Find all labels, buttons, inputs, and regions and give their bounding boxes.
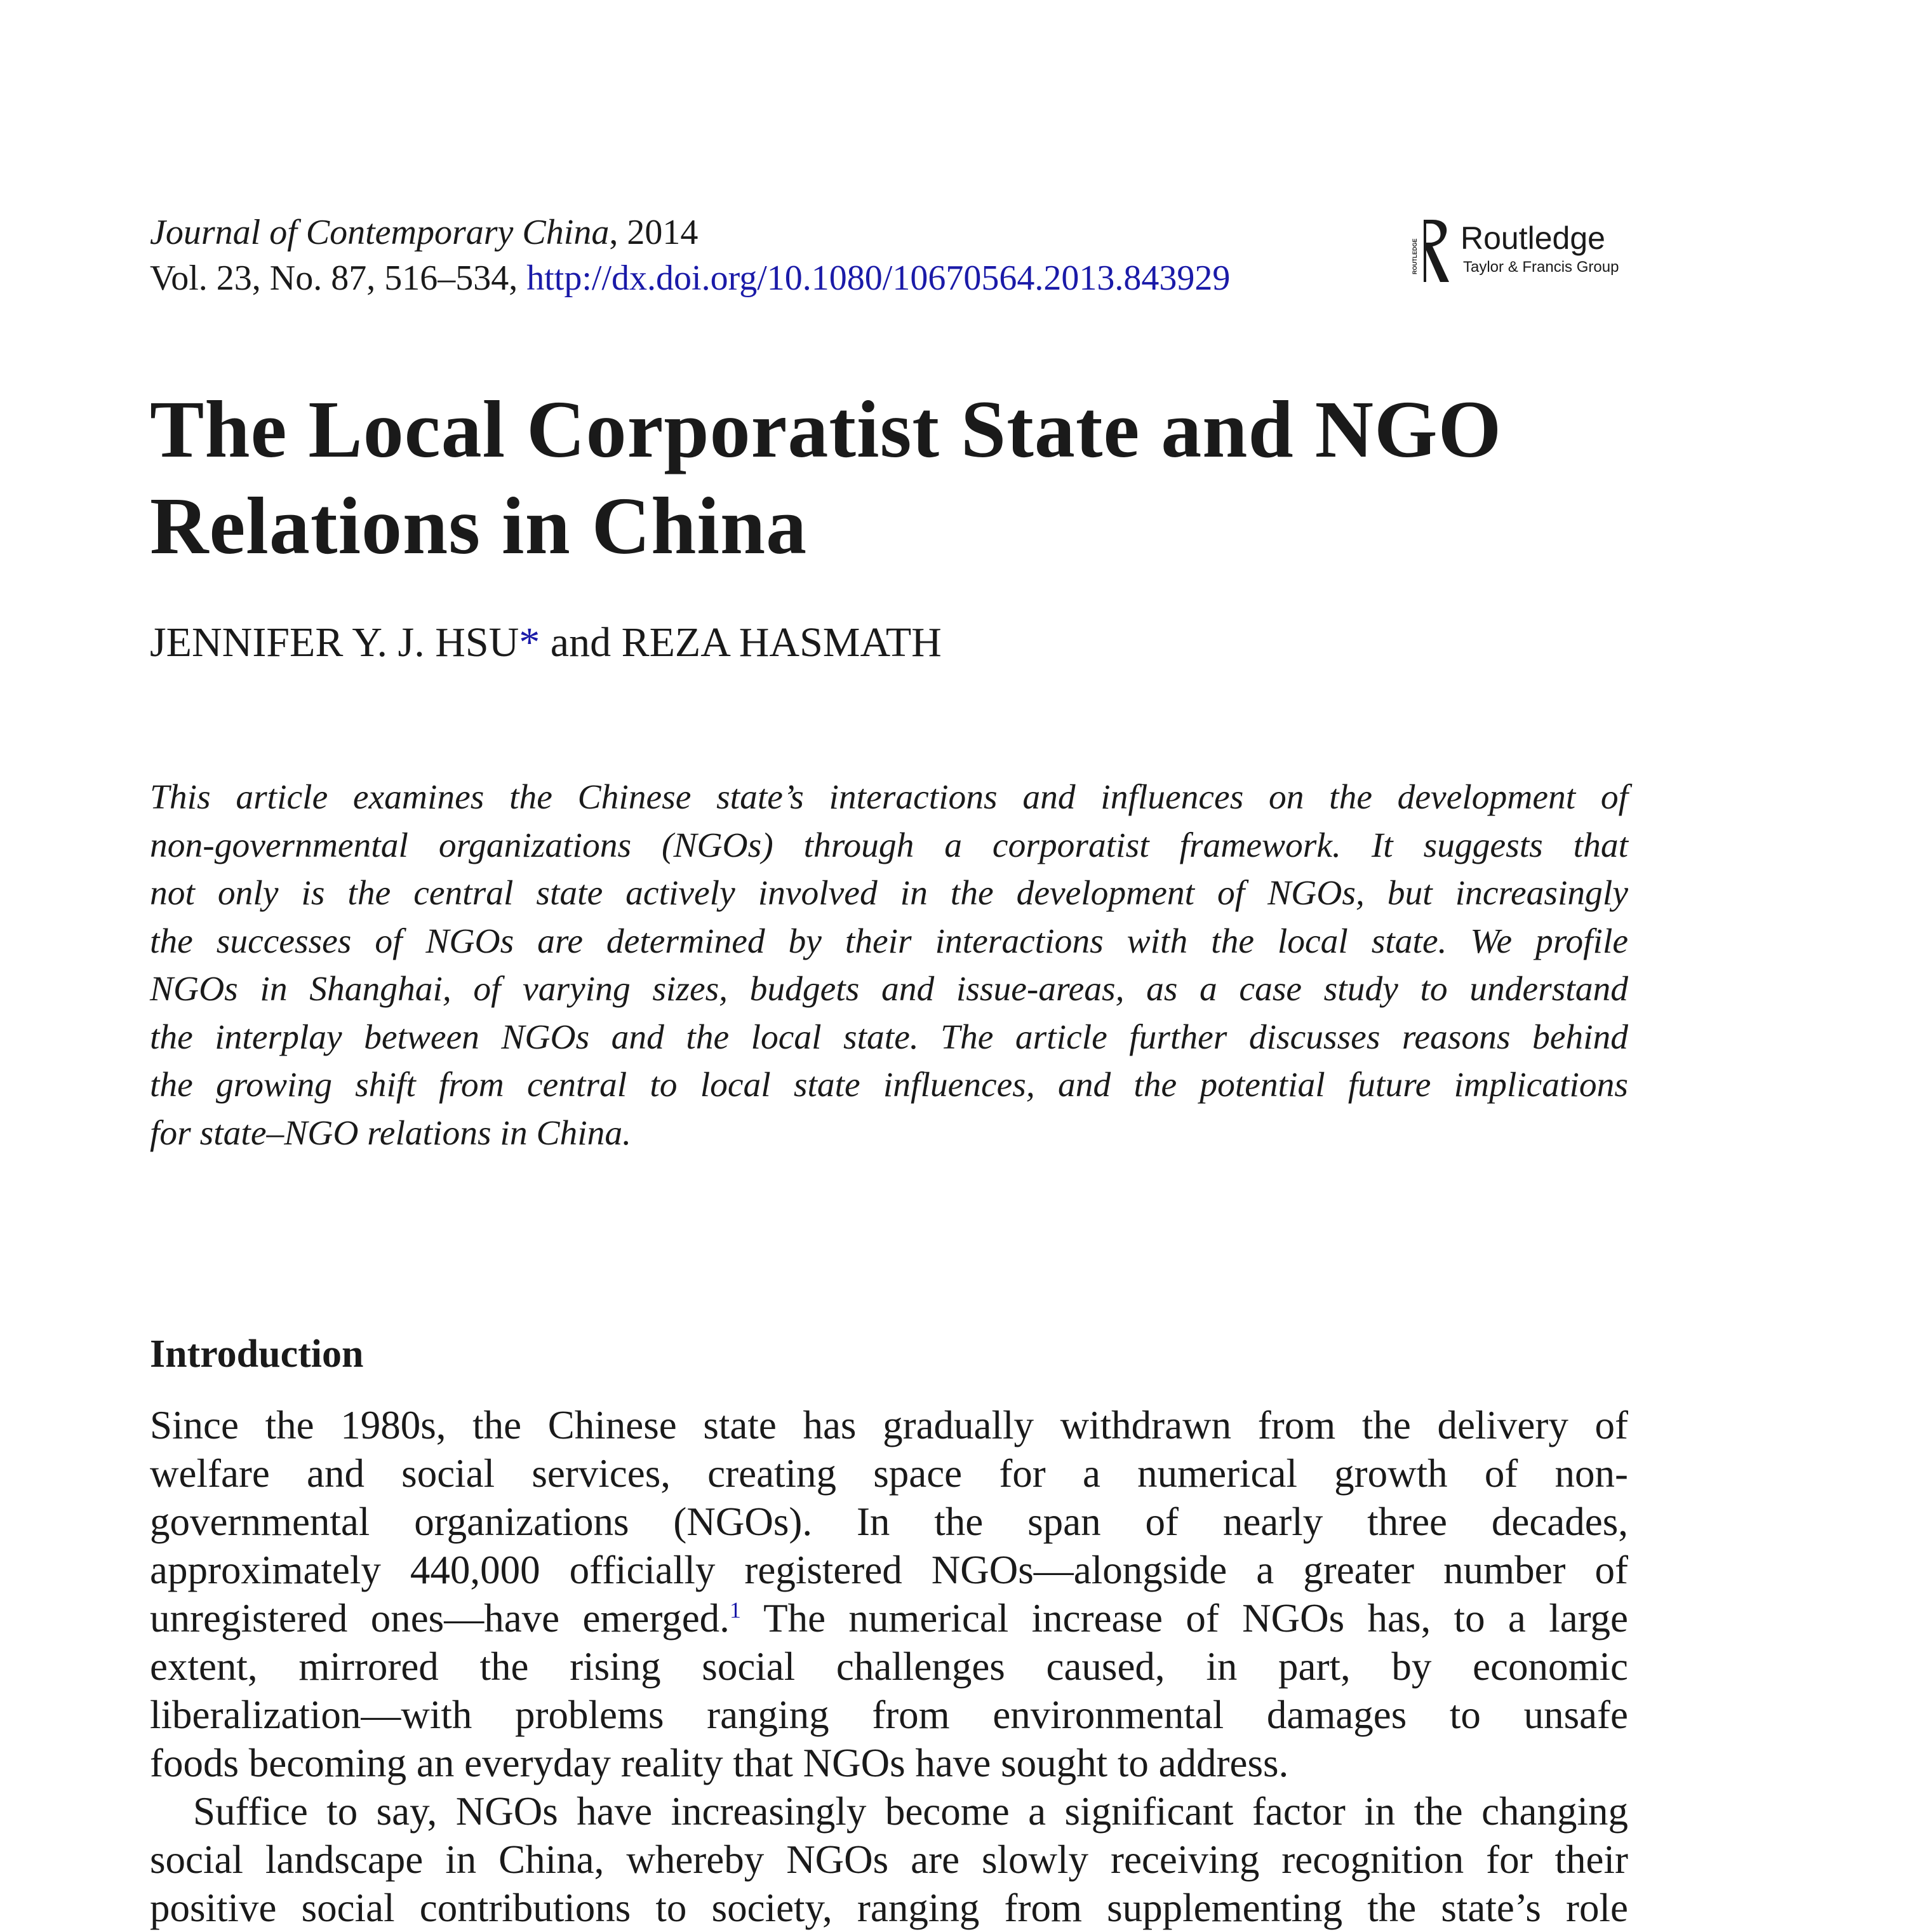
author-1: JENNIFER Y. J. HSU: [150, 619, 519, 666]
logo-vertical-text: ROUTLEDGE: [1412, 238, 1418, 274]
doi-link[interactable]: http://dx.doi.org/10.1080/10670564.2013.843929: [526, 258, 1231, 298]
article-title: [150, 381, 1674, 574]
volume-info: Vol. 23, No. 87, 516–534,: [150, 258, 527, 298]
abstract-line: the interplay between NGOs and the local state. The article further discusses reasons behind: [150, 1017, 1628, 1057]
body-line: welfare and social services, creating space for a numerical growth of non-: [150, 1451, 1628, 1496]
journal-year: , 2014: [609, 213, 698, 252]
logo-r-stroke: [1424, 220, 1449, 282]
body-line: governmental organizations (NGOs). In the span of nearly three decades,: [150, 1499, 1628, 1544]
journal-citation-line: [150, 210, 1420, 255]
author-conjunction: and: [540, 619, 622, 666]
author-line: [150, 617, 942, 668]
body-line: social landscape in China, whereby NGOs are slowly receiving recognition for their: [150, 1837, 1628, 1882]
body-line: foods becoming an everyday reality that NGOs have sought to address.: [150, 1741, 1289, 1785]
abstract-line: for state–NGO relations in China.: [150, 1113, 632, 1153]
introduction-body: [150, 1401, 1628, 1932]
journal-name: Journal of Contemporary China: [150, 213, 610, 252]
title-line-1: The Local Corporatist State and NGO: [150, 384, 1502, 474]
body-line: approximately 440,000 officially registered NGOs—alongside a greater number of: [150, 1548, 1628, 1592]
journal-header: [150, 210, 1420, 301]
body-line: Suffice to say, NGOs have increasingly become a significant factor in the changing: [193, 1789, 1628, 1834]
abstract: [150, 774, 1628, 1157]
body-line-with-footnote: [150, 1594, 1628, 1642]
publisher-logo: [1410, 216, 1638, 286]
title-line-2: Relations in China: [150, 481, 808, 571]
abstract-line: the successes of NGOs are determined by their interactions with the local state. We profile: [150, 922, 1628, 961]
author-2: REZA HASMATH: [621, 619, 942, 666]
body-line: extent, mirrored the rising social challenges caused, in part, by economic: [150, 1644, 1628, 1689]
body-text-segment: The numerical increase of NGOs has, to a large: [740, 1596, 1628, 1640]
publisher-name: Routledge: [1460, 220, 1605, 256]
abstract-line: NGOs in Shanghai, of varying sizes, budgets and issue-areas, as a case study to understand: [150, 970, 1628, 1009]
section-heading-introduction: Introduction: [150, 1332, 364, 1376]
volume-line: [150, 255, 1420, 301]
body-line: positive social contributions to society, ranging from supplementing the state’s role: [150, 1886, 1628, 1930]
publisher-group: Taylor & Francis Group: [1463, 258, 1619, 276]
abstract-line: the growing shift from central to local state influences, and the potential future implications: [150, 1066, 1628, 1104]
abstract-line: non-governmental organizations (NGOs) through a corporatist framework. It suggests that: [150, 826, 1628, 865]
body-line: Since the 1980s, the Chinese state has gradually withdrawn from the delivery of: [150, 1403, 1628, 1447]
abstract-line: not only is the central state actively involved in the development of NGOs, but increasingly: [150, 874, 1628, 913]
author-1-footnote-mark[interactable]: *: [519, 619, 540, 666]
body-text-segment: unregistered ones—have emerged.: [150, 1596, 730, 1640]
abstract-line: This article examines the Chinese state’s interactions and influences on the development of: [150, 778, 1628, 817]
body-line: liberalization—with problems ranging from environmental damages to unsafe: [150, 1693, 1628, 1737]
routledge-r-logo-icon: [1410, 216, 1454, 286]
footnote-ref[interactable]: 1: [729, 1597, 741, 1623]
